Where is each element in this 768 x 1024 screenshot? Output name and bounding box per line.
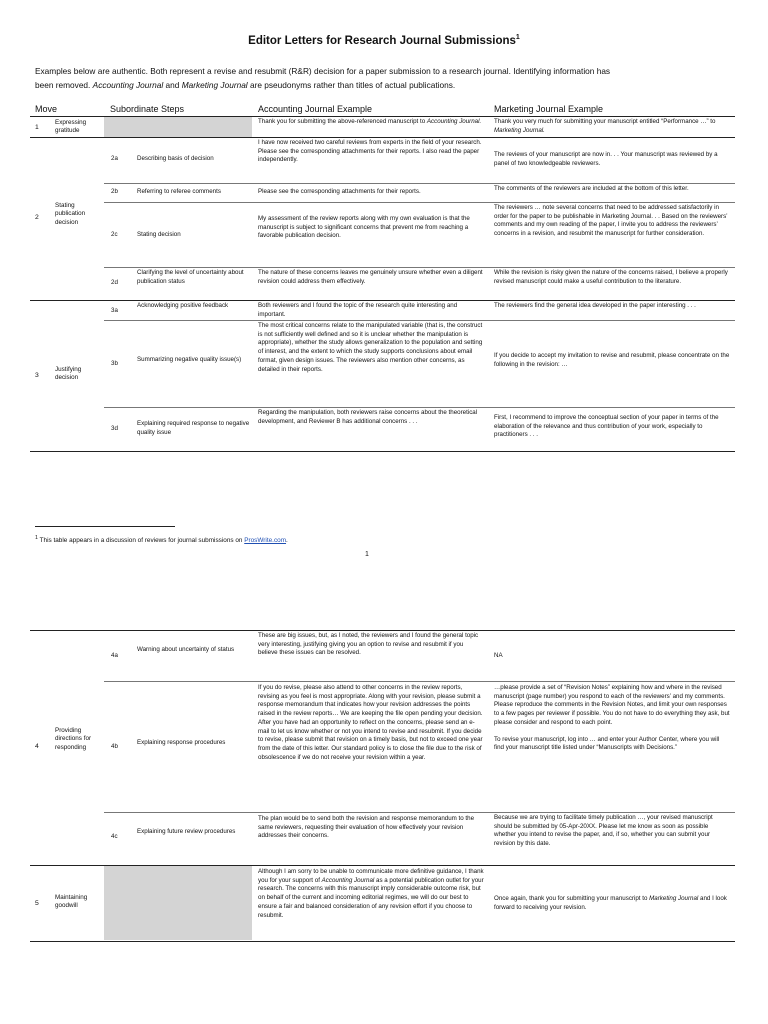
marketing-cell: First, I recommend to improve the conceptual section of your paper in terms of the elaboration of the relevance and thus contribution of your work, especially to practitioners . . . <box>494 414 719 439</box>
header-steps: Subordinate Steps <box>110 104 185 114</box>
step-label: Describing basis of decision <box>137 155 214 162</box>
move-number: 5 <box>35 900 39 907</box>
step-code: 3b <box>111 360 118 367</box>
accounting-cell: The most critical concerns relate to the manipulated variable (that is, the construct is not sufficiently well defined and so it is unclear whether the manipulation is appropriate), whether the study allows generalization to the population and setting of interest, and the extent to which the study supports conclusions about email format, given design issues. The reviewers also mention other concerns, as detailed in their reports. <box>258 322 483 373</box>
step-code: 2a <box>111 155 118 162</box>
move-number: 1 <box>35 124 39 131</box>
step-label: Warning about uncertainty of status <box>137 646 235 653</box>
accounting-cell: These are big issues, but, as I noted, the reviewers and I found the general topic very interesting, justifying giving you an option to revise and resubmit if you believe these issues can be resolved. <box>258 632 479 657</box>
move-label: Stating publication decision <box>55 202 86 226</box>
accounting-cell: Both reviewers and I found the topic of the research quite interesting and important. <box>258 302 458 318</box>
page-title: Editor Letters for Research Journal Submissions$^1$ <box>248 34 520 47</box>
footnote-rule <box>35 526 175 527</box>
move-number: 2 <box>35 214 39 221</box>
step-label: Explaining response procedures <box>137 739 226 746</box>
accounting-cell: Although I am sorry to be unable to communicate more definitive guidance, I thank you for your support of Accounting Journal as a potential publication outlet for your research. The concerns with this manuscript imply considerable outcome risk, but on behalf of the current and incoming editorial regimes, we will do our best to ensure a fair and balanced consideration of any revision effort if you choose to resubmit. <box>258 868 484 919</box>
step-code: 4c <box>111 833 118 840</box>
table-bottom-rule <box>30 451 735 452</box>
row-divider <box>30 300 735 301</box>
move-label: Providing directions for responding <box>55 727 92 751</box>
gray-cell <box>104 117 252 137</box>
step-label: Referring to referee comments <box>137 188 221 195</box>
marketing-cell: Once again, thank you for submitting your manuscript to Marketing Journal and I look forward to receiving your revision. <box>494 895 727 911</box>
header-move: Move <box>35 104 58 114</box>
step-code: 3a <box>111 307 118 314</box>
marketing-cell: Because we are trying to facilitate timely publication …, your revised manuscript should be submitted by 05-Apr-20XX. Please let me know as soon as possible whether you intend to revise the paper, and, if so, whether you can submit your revision by this date. <box>494 814 713 848</box>
accounting-cell: The nature of these concerns leaves me genuinely unsure whether even a diligent revision could address them effectively. <box>258 269 483 285</box>
marketing-cell: Thank you very much for submitting your manuscript entitled “Performance …” to Marketing Journal. <box>494 118 716 134</box>
row-divider <box>104 267 735 268</box>
move-label: Maintaining goodwill <box>55 894 88 910</box>
step-code: 2c <box>111 231 118 238</box>
row-divider <box>104 812 735 813</box>
step-label: Stating decision <box>137 231 181 238</box>
row-divider <box>104 681 735 682</box>
marketing-cell: While the revision is risky given the nature of the concerns raised, I believe a properly revised manuscript could make a useful contribution to the literature. <box>494 269 728 285</box>
accounting-cell: If you do revise, please also attend to other concerns in the review reports, revising as you feel is most appropriate. Along with your revision, please submit a response memorandum that indicates how your revision addresses the points raised in the review reports… We are keeping the file open pending your decision. After you have had an opportunity to reflect on the concerns, please send an e-mail to let us know whether or not you intend to revise and resubmit. If you decide to revise, please submit that revision on a timely basis, but not to exceed one year from the date of this letter. Our standard policy is to close the file due to the risk of obsolescence if we do not receive your revision within a year. <box>258 684 483 761</box>
row-divider <box>104 183 735 184</box>
step-code: 3d <box>111 425 118 432</box>
move-number: 3 <box>35 372 39 379</box>
header-accounting: Accounting Journal Example <box>258 104 373 114</box>
step-code: 2b <box>111 188 118 195</box>
accounting-cell: I have now received two careful reviews from experts in the field of your research. Please see the corresponding attachments for their reports. I also read the paper independently. <box>258 139 482 164</box>
accounting-cell: The plan would be to send both the revision and response memorandum to the same reviewers, requesting their evaluation of how effectively your revision addresses their concerns. <box>258 815 475 840</box>
move-number: 4 <box>35 743 39 750</box>
step-label: Explaining future review procedures <box>137 828 236 835</box>
marketing-cell: …please provide a set of “Revision Notes” explaining how and where in the revised manuscript (page number) you respond to each of the reviewers’ and my comments. Please reproduce the comments in the Revision Notes, and limit your own responses to a few pages per reviewer if possible. You do not have to do everything they ask, but please consider and respond to each point. To revise your manuscript, log into … and enter your Author Center, where you will find your manuscript title listed under “Manuscripts with Decisions.” <box>494 684 730 752</box>
accounting-cell: Please see the corresponding attachments for their reports. <box>258 188 421 195</box>
page-number: 1 <box>365 551 369 558</box>
step-label: Acknowledging positive feedback <box>137 302 229 309</box>
step-label: Clarifying the level of uncertainty about publication status <box>137 269 244 285</box>
move-label: Justifying decision <box>55 366 82 382</box>
intro-paragraph: Examples below are authentic. Both represent a revise and resubmit (R&R) decision for a paper submission to a research journal. Identifying information has been removed. Accounting Journal and Marketing Journal are pseudonyms rather than titles of actual publications. <box>35 66 611 90</box>
table-top-rule <box>30 630 735 631</box>
step-code: 4b <box>111 743 118 750</box>
marketing-cell: The comments of the reviewers are included at the bottom of this letter. <box>494 185 689 192</box>
marketing-cell: The reviewers find the general idea developed in the paper interesting . . . <box>494 302 696 309</box>
row-divider <box>104 320 735 321</box>
move-label: Expressing gratitude <box>55 119 87 135</box>
marketing-cell: The reviewers … note several concerns that need to be addressed satisfactorily in order for the paper to be publishable in Marketing Journal. . . Based on the reviewers’ comments and my own reading of the paper, I invite you to address the reviewers’ concerns in a revision, and resubmit the manuscript for further consideration. <box>494 204 728 238</box>
step-label: Summarizing negative quality issue(s) <box>137 356 242 363</box>
accounting-cell: Thank you for submitting the above-referenced manuscript to Accounting Journal. <box>258 118 482 125</box>
marketing-cell: If you decide to accept my invitation to revise and resubmit, please concentrate on the following in the revision: … <box>494 352 730 368</box>
accounting-cell: My assessment of the review reports along with my own evaluation is that the manuscript is subject to significant concerns that prevent me from reaching a favorable publication decision. <box>258 215 470 240</box>
step-code: 2d <box>111 279 118 286</box>
step-label: Explaining required response to negative quality issue <box>137 420 250 436</box>
header-marketing: Marketing Journal Example <box>494 104 604 114</box>
row-divider <box>30 137 735 138</box>
gray-cell <box>104 866 252 940</box>
marketing-cell: The reviews of your manuscript are now in. . . Your manuscript was reviewed by a panel of two knowledgeable reviewers. <box>494 151 718 167</box>
table-bottom-rule <box>30 941 735 942</box>
footnote: $^1$ This table appears in a discussion of reviews for journal submissions on ProsWrite.com. <box>35 535 288 545</box>
accounting-cell: Regarding the manipulation, both reviewers raise concerns about the theoretical development, and Reviewer B has additional concerns . . . <box>258 409 478 425</box>
proswrite-link[interactable]: ProsWrite.com <box>244 537 287 545</box>
step-code: 4a <box>111 652 118 659</box>
row-divider <box>104 407 735 408</box>
marketing-cell: NA <box>494 652 503 659</box>
row-divider <box>104 202 735 203</box>
